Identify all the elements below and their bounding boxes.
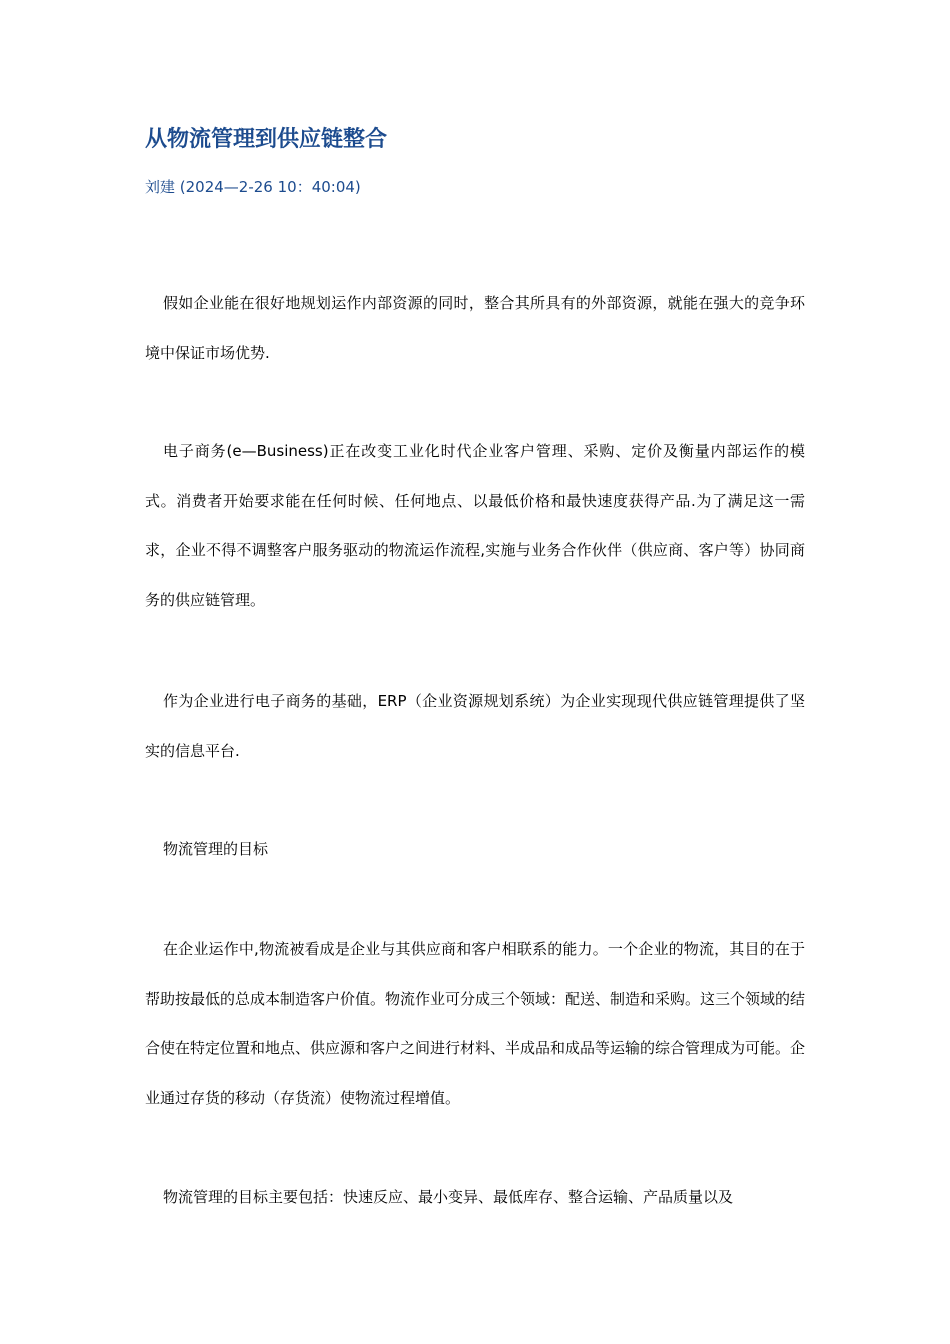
paragraph-erp: 作为企业进行电子商务的基础，ERP（企业资源规划系统）为企业实现现代供应链管理提供了坚实的信息平台. [145, 692, 805, 760]
article-title: 从物流管理到供应链整合 [145, 127, 388, 152]
paragraph-intro: 假如企业能在很好地规划运作内部资源的同时，整合其所具有的外部资源，就能在强大的竞争环境中保证市场优势. [145, 294, 805, 362]
section-heading-logistics-goals: 物流管理的目标 [163, 840, 269, 858]
paragraph-logistics-definition: 在企业运作中,物流被看成是企业与其供应商和客户相联系的能力。一个企业的物流，其目的在于帮助按最低的总成本制造客户价值。物流作业可分成三个领域：配送、制造和采购。这三个领域的结合使在特定位置和地点、供应源和客户之间进行材料、半成品和成品等运输的综合管理成为可能。企业通过存货的移动（存货流）使物流过程增值。 [145, 940, 806, 1107]
article-byline: 刘建 (2024—2-26 10：40:04) [145, 178, 361, 196]
paragraph-ebusiness: 电子商务(e—Business)正在改变工业化时代企业客户管理、采购、定价及衡量内部运作的模式。消费者开始要求能在任何时候、任何地点、以最低价格和最快速度获得产品.为了满足这一需求，企业不得不调整客户服务驱动的物流运作流程,实施与业务合作伙伴（供应商、客户等）协同商务的供应链管理。 [145, 442, 805, 609]
paragraph-logistics-goals: 物流管理的目标主要包括：快速反应、最小变异、最低库存、整合运输、产品质量以及 [163, 1188, 734, 1206]
